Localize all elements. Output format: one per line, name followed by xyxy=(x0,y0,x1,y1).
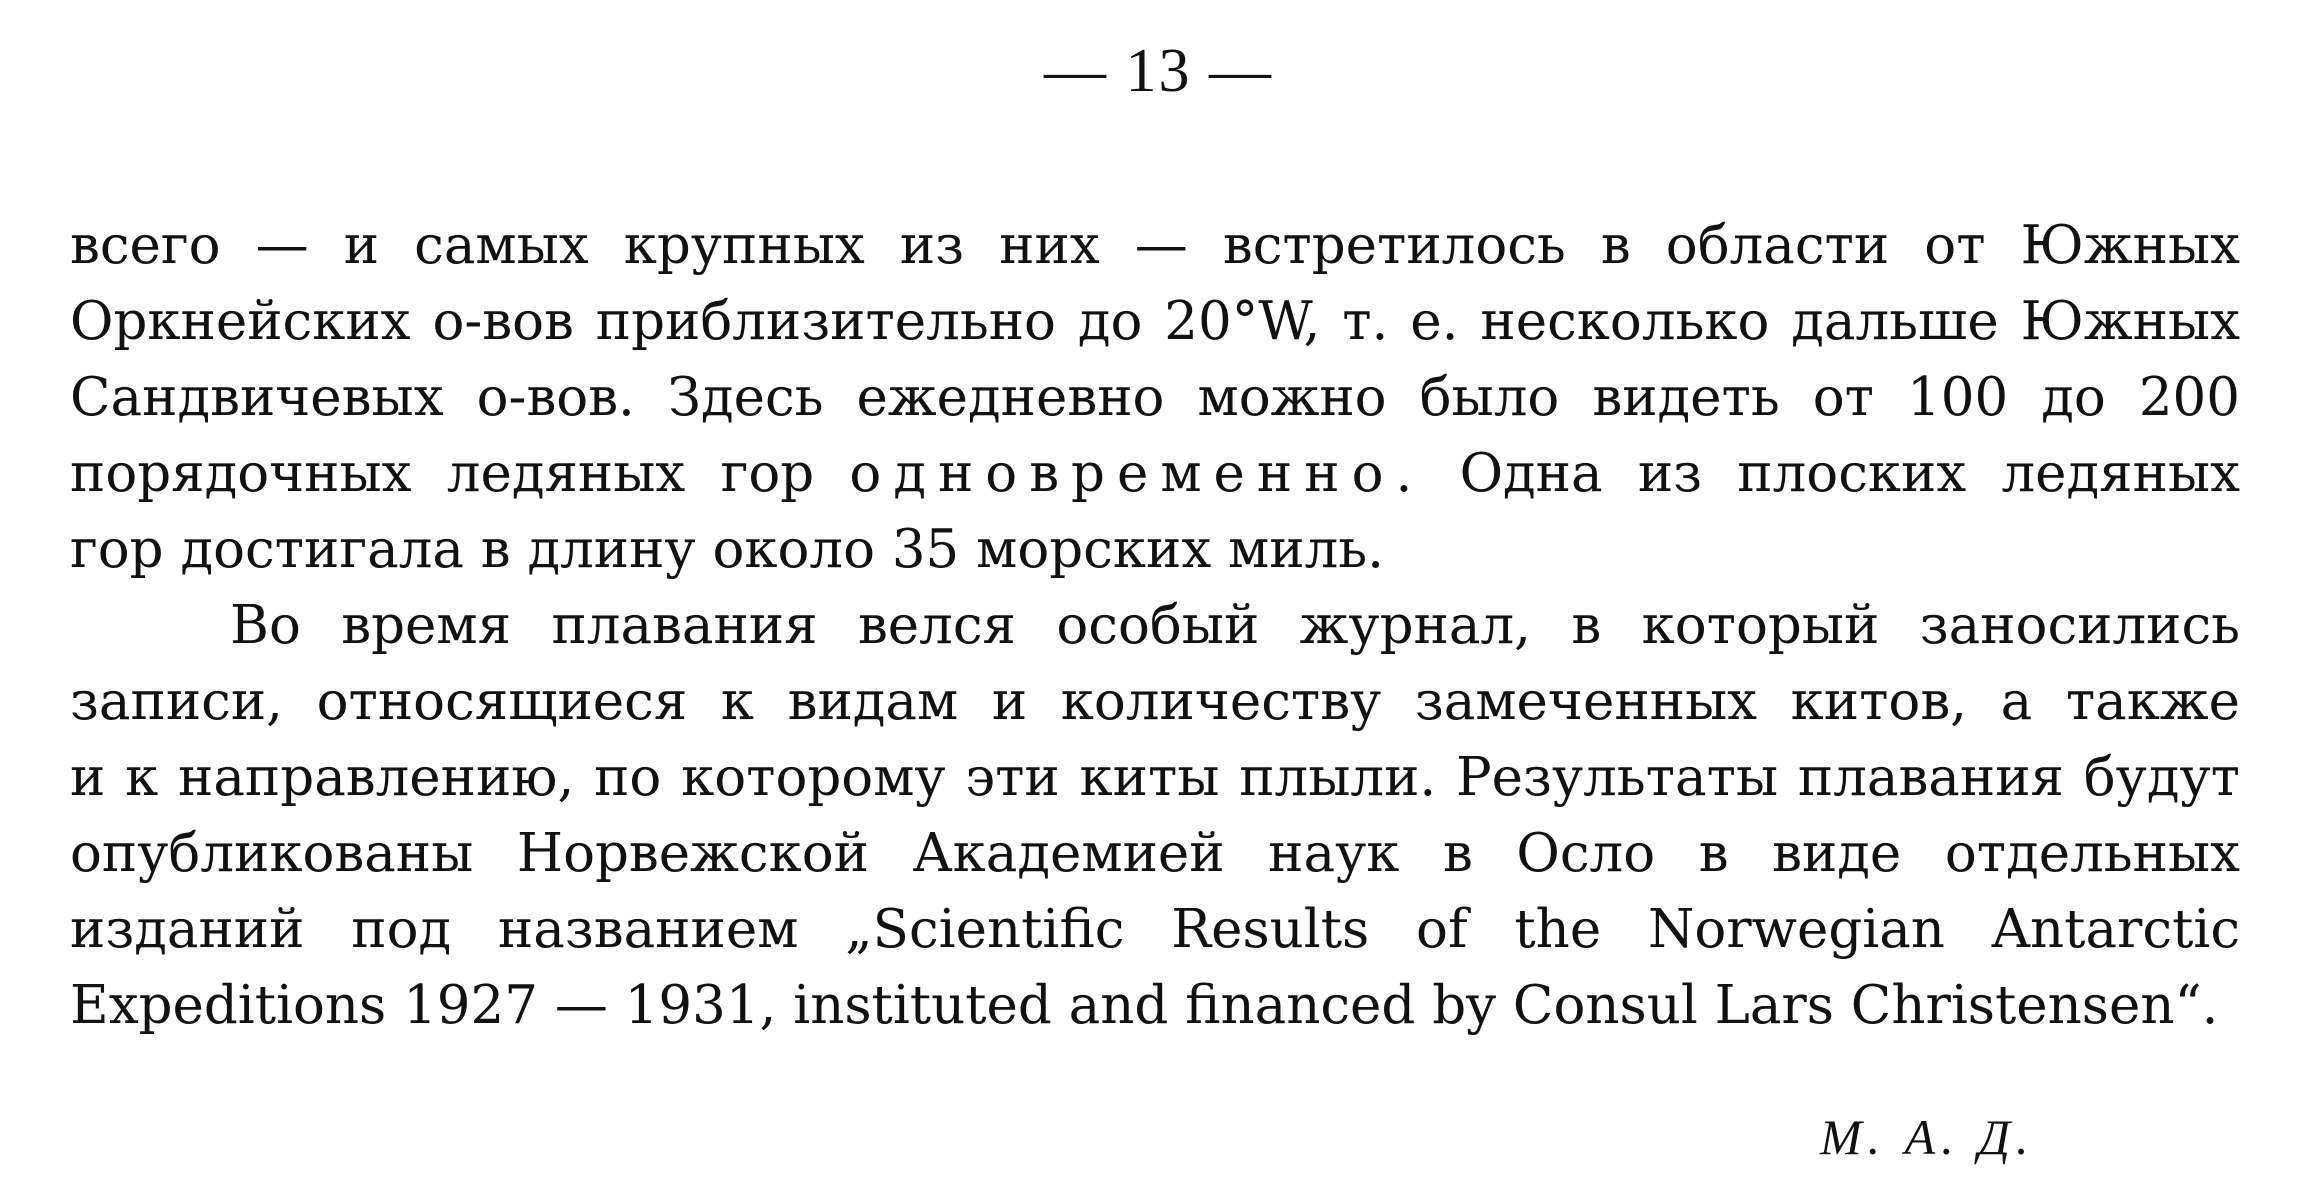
paragraph-1 xyxy=(70,208,2240,588)
paragraph-line: записи, относящиеся к видам и количеству замеченных китов, а также xyxy=(70,671,2240,732)
paragraph-line: и к направлению, по которому эти киты плыли. Результаты плавания будут xyxy=(70,747,2240,808)
paragraph-2 xyxy=(70,588,2240,1044)
paragraph-line: всего — и самых крупных из них — встретилось в области от Южных xyxy=(70,215,2240,276)
paragraph-line: изданий под названием „Scientific Results of the Norwegian Antarctic xyxy=(70,899,2240,960)
paragraph-line-mixed xyxy=(70,436,2240,512)
emphasized-word: одновременно. xyxy=(849,443,1425,504)
paragraph-line: Expeditions 1927 — 1931, instituted and financed by Consul Lars Christensen“. xyxy=(70,975,2219,1036)
paragraph-line: Сандвичевых о-вов. Здесь ежедневно можно было видеть от 100 до 200 xyxy=(70,367,2240,428)
line-segment: Одна из плоских ледяных xyxy=(1459,443,2240,504)
paragraph-line: Оркнейских о-вов приблизительно до 20°W, т. е. несколько дальше Южных xyxy=(70,291,2240,352)
author-initials: М. А. Д. xyxy=(1820,1109,2035,1165)
page-number: — 13 — xyxy=(1044,37,1273,105)
line-segment: порядочных ледяных гор xyxy=(70,443,815,504)
paragraph-line: Во время плавания велся особый журнал, в который заносились xyxy=(230,595,2240,656)
paragraph-line: гор достигала в длину около 35 морских миль. xyxy=(70,519,1384,580)
paragraph-line: опубликованы Норвежской Академией наук в Осло в виде отдельных xyxy=(70,823,2240,884)
